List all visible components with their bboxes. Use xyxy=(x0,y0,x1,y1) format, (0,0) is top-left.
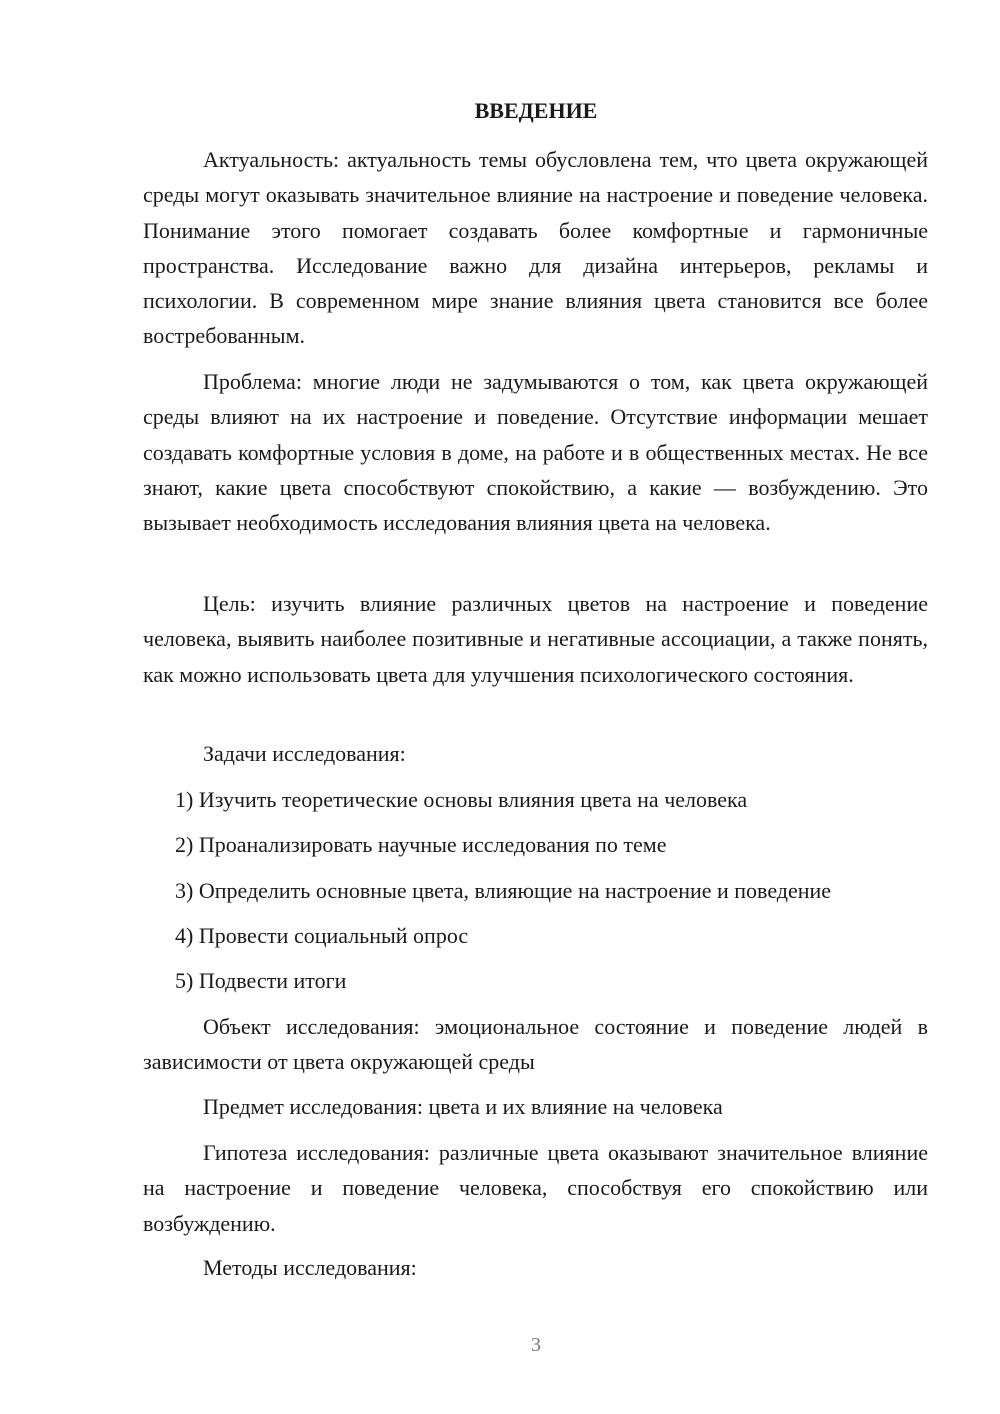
object-text: Объект исследования: эмоциональное состояние и поведение людей в зависимости от цвета окружающей среды xyxy=(143,1014,928,1075)
problem-text: Проблема: многие люди не задумываются о том, как цвета окружающей среды влияют на их настроение и поведение. Отсутствие информации мешает создавать комфортные условия в доме, на работе и в общественных местах. Не все знают, какие цвета способствуют спокойствию, а какие — возбуждению. Это вызывает необходимость исследования влияния цвета на человека. xyxy=(143,369,928,536)
hypothesis-text: Гипотеза исследования: различные цвета оказывают значительное влияние на настроение и поведение человека, способствуя его спокойствию или возбуждению. xyxy=(143,1140,928,1236)
methods-heading: Методы исследования: xyxy=(203,1255,417,1280)
subject-paragraph: Предмет исследования: цвета и их влияние на человека xyxy=(203,1094,723,1119)
goal-paragraph xyxy=(143,586,928,692)
task-item: 4) Провести социальный опрос xyxy=(175,923,469,948)
problem-paragraph xyxy=(143,364,928,540)
goal-text: Цель: изучить влияние различных цветов на настроение и поведение человека, выявить наиболее позитивные и негативные ассоциации, а также понять, как можно использовать цвета для улучшения психологического состояния. xyxy=(143,591,928,687)
page-number: 3 xyxy=(531,1334,541,1356)
tasks-heading: Задачи исследования: xyxy=(203,741,406,766)
page-title: ВВЕДЕНИЕ xyxy=(474,98,598,123)
task-item: 1) Изучить теоретические основы влияния цвета на человека xyxy=(175,787,748,812)
task-item: 3) Определить основные цвета, влияющие на настроение и поведение xyxy=(175,878,832,903)
relevance-paragraph xyxy=(143,142,928,354)
task-item: 5) Подвести итоги xyxy=(175,968,347,993)
hypothesis-paragraph xyxy=(143,1135,928,1241)
task-item: 2) Проанализировать научные исследования по теме xyxy=(175,832,667,857)
object-paragraph xyxy=(143,1009,928,1080)
relevance-text: Актуальность: актуальность темы обусловлена тем, что цвета окружающей среды могут оказывать значительное влияние на настроение и поведение человека. Понимание этого помогает создавать более комфортные и гармоничные пространства. Исследование важно для дизайна интерьеров, рекламы и психологии. В современном мире знание влияния цвета становится все более востребованным. xyxy=(143,147,928,349)
